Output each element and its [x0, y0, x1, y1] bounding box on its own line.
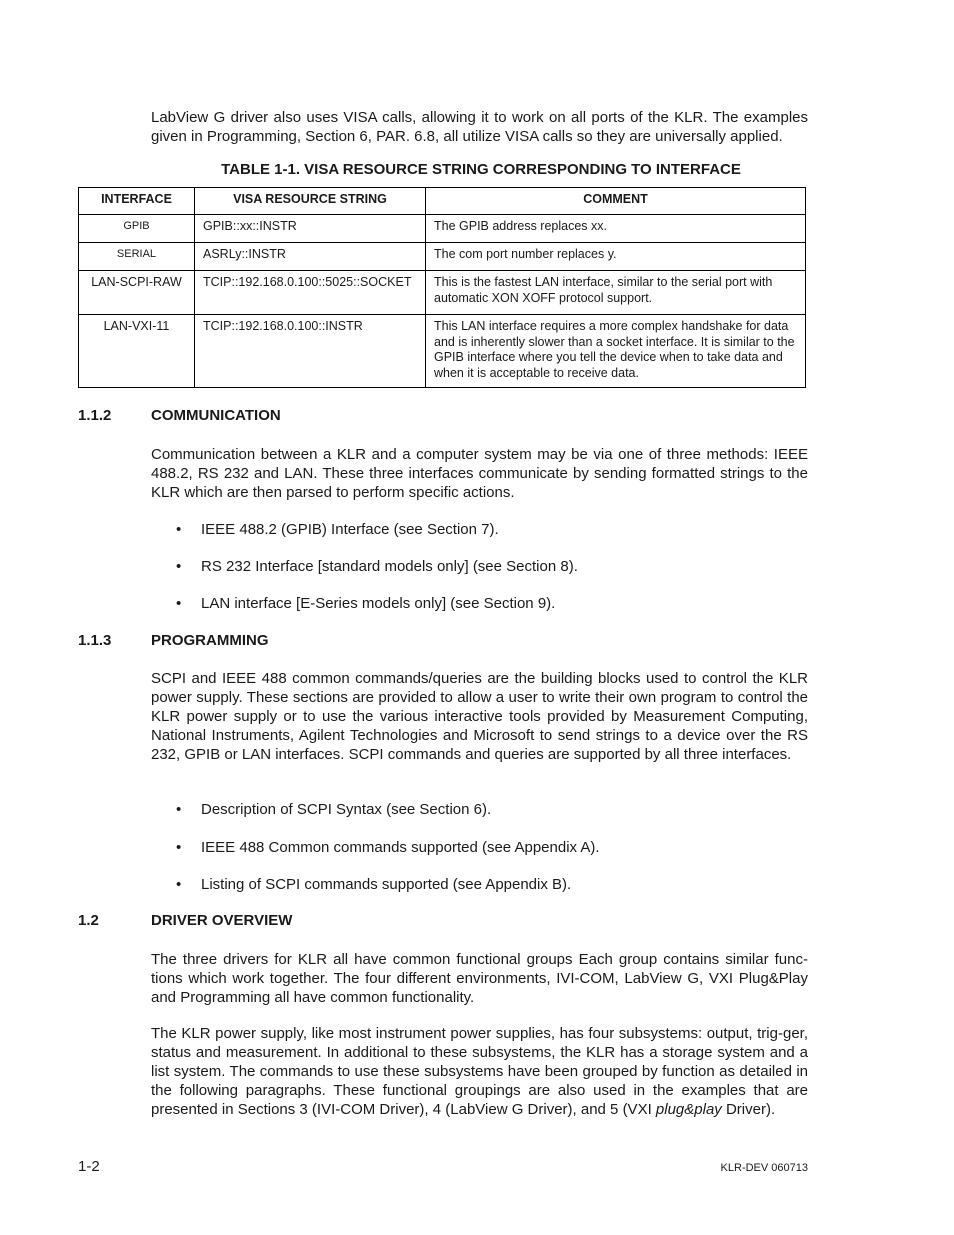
comment-cell: The com port number replaces y. [426, 243, 806, 271]
communication-paragraph: Communication between a KLR and a computer system may be via one of three methods: IEEE 488.2, RS 232 and LAN. These three interfaces communicate by sending formatted strings to the KLR which are then parsed to perform specific actions. [151, 446, 808, 501]
column-header-interface: INTERFACE [79, 188, 195, 215]
bullet-icon: • [176, 558, 182, 575]
list-item [176, 875, 571, 894]
list-item-text: IEEE 488.2 (GPIB) Interface (see Section 7). [201, 521, 499, 538]
bullet-icon: • [176, 521, 182, 538]
list-item [176, 557, 578, 576]
section-number: 1.2 [78, 912, 99, 929]
column-header-comment: COMMENT [426, 188, 806, 215]
comment-cell: This is the fastest LAN interface, similar to the serial port with automatic XON XOFF protocol support. [426, 271, 806, 315]
list-item [176, 520, 499, 539]
paragraph-text: The KLR power supply, like most instrument power supplies, has four subsystems: output, trig-ger, status and measurement. In additional to these subsystems, the KLR has a storage system and a list system. The commands to use these subsystems have been grouped by function as detailed in the following paragraphs. These functional groupings are also used in the examples that are presented in Sections 3 (IVI-COM Driver), 4 (LabView G Driver), and 5 (VXI [151, 1025, 808, 1118]
driver-overview-paragraph-2 [151, 1024, 808, 1119]
document-id: KLR-DEV 060713 [720, 1162, 808, 1174]
bullet-icon: • [176, 595, 182, 612]
list-item [176, 800, 491, 819]
list-item-text: RS 232 Interface [standard models only] (see Section 8). [201, 558, 578, 575]
section-heading-communication [78, 407, 281, 424]
emphasized-text: plug&play [655, 1101, 722, 1118]
section-title: COMMUNICATION [151, 407, 281, 424]
visa-string-cell: ASRLy::INSTR [195, 243, 426, 271]
interface-cell: LAN-VXI-11 [79, 315, 195, 388]
driver-overview-paragraph-1: The three drivers for KLR all have common functional groups Each group contains similar func-tions which work together. The four different environments, IVI-COM, LabView G, VXI Plug&Play and Programming all have common functionality. [151, 951, 808, 1006]
visa-string-cell: GPIB::xx::INSTR [195, 215, 426, 243]
list-item [176, 594, 555, 613]
programming-paragraph: SCPI and IEEE 488 common commands/queries are the building blocks used to control the KLR power supply. These sections are provided to allow a user to write their own program to control the KLR power supply or to use the various interactive tools provided by Measurement Computing, National Instruments, Agilent Technologies and Microsoft to send strings to a device over the RS 232, GPIB or LAN interfaces. SCPI commands and queries are supported by all three interfaces. [151, 670, 808, 763]
table-row [79, 271, 806, 315]
list-item-text: Description of SCPI Syntax (see Section 6). [201, 801, 492, 818]
page-number: 1-2 [78, 1158, 100, 1175]
list-item-text: Listing of SCPI commands supported (see Appendix B). [201, 876, 572, 893]
column-header-visa-string: VISA RESOURCE STRING [195, 188, 426, 215]
bullet-icon: • [176, 876, 182, 893]
interface-cell: SERIAL [79, 243, 195, 271]
table-row [79, 315, 806, 388]
bullet-icon: • [176, 839, 182, 856]
visa-resource-table [78, 187, 806, 388]
intro-paragraph: LabView G driver also uses VISA calls, allowing it to work on all ports of the KLR. The examples given in Programming, Section 6, PAR. 6.8, all utilize VISA calls so they are universally applied. [151, 109, 808, 145]
list-item [176, 838, 600, 857]
comment-cell: The GPIB address replaces xx. [426, 215, 806, 243]
visa-string-cell: TCIP::192.168.0.100::INSTR [195, 315, 426, 388]
table-caption: TABLE 1-1. VISA RESOURCE STRING CORRESPONDING TO INTERFACE [221, 161, 741, 178]
list-item-text: LAN interface [E-Series models only] (see Section 9). [201, 595, 556, 612]
interface-cell: GPIB [79, 215, 195, 243]
interface-cell: LAN-SCPI-RAW [79, 271, 195, 315]
comment-cell: This LAN interface requires a more complex handshake for data and is inherently slower than a socket interface. It is similar to the GPIB interface where you tell the device when to take data and when it is acceptable to receive data. [426, 315, 806, 388]
section-number: 1.1.3 [78, 632, 112, 649]
table-row [79, 243, 806, 271]
section-heading-programming [78, 632, 269, 649]
bullet-icon: • [176, 801, 182, 818]
paragraph-text-end: Driver). [721, 1101, 776, 1118]
section-heading-driver-overview [78, 912, 292, 929]
visa-string-cell: TCIP::192.168.0.100::5025::SOCKET [195, 271, 426, 315]
table-row [79, 215, 806, 243]
section-title: DRIVER OVERVIEW [151, 912, 293, 929]
section-number: 1.1.2 [78, 407, 112, 424]
section-title: PROGRAMMING [151, 632, 269, 649]
list-item-text: IEEE 488 Common commands supported (see Appendix A). [201, 839, 600, 856]
table-header-row [79, 188, 806, 215]
